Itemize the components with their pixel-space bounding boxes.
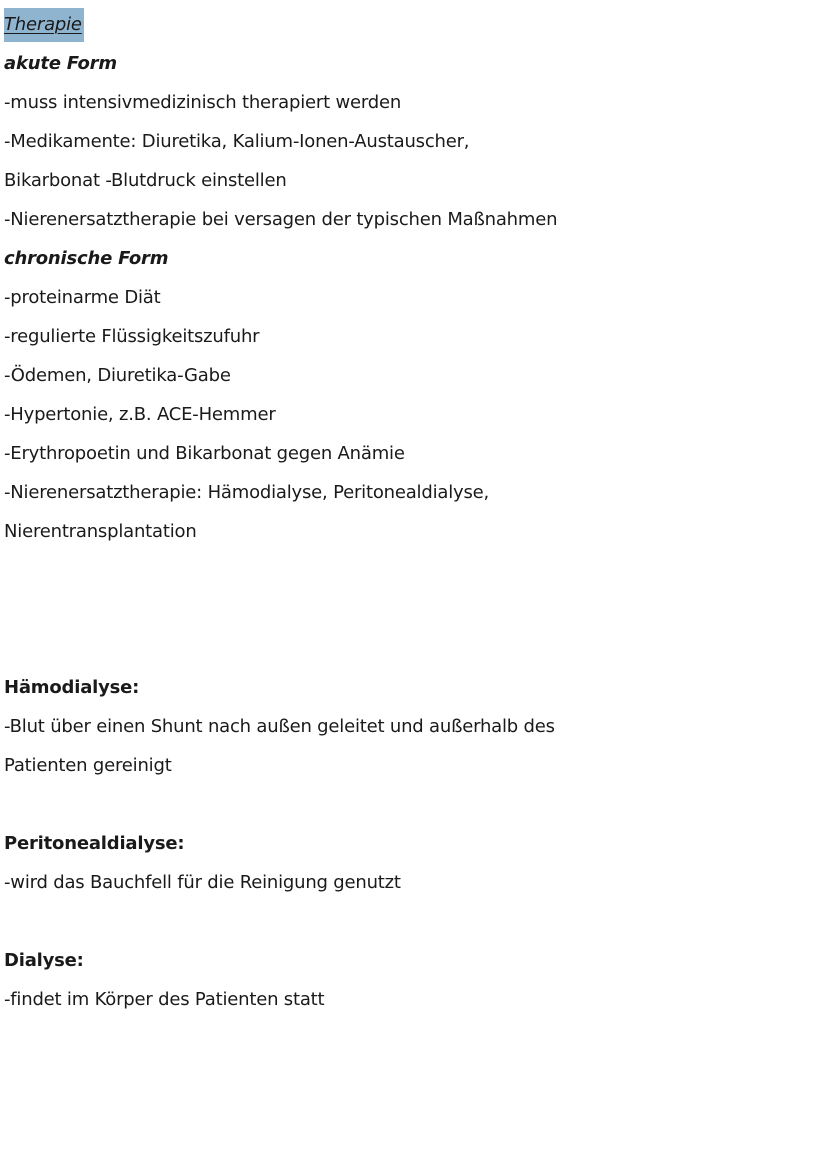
chronisch-line: -Erythropoetin und Bikarbonat gegen Anämie xyxy=(4,443,405,464)
heading-peritonealdialyse: Peritonealdialyse: xyxy=(4,833,185,854)
haemodialyse-line: -Blut über einen Shunt nach außen geleitet und außerhalb des xyxy=(4,716,555,737)
spacer xyxy=(4,551,826,668)
heading-dialyse: Dialyse: xyxy=(4,950,84,971)
haemodialyse-line: Patienten gereinigt xyxy=(4,755,172,776)
akut-line: -Medikamente: Diuretika, Kalium-Ionen-Austauscher, xyxy=(4,131,470,152)
page-title: Therapie xyxy=(4,8,84,42)
chronisch-line: -Ödemen, Diuretika-Gabe xyxy=(4,365,231,386)
chronisch-line: -Nierenersatztherapie: Hämodialyse, Peritonealdialyse, xyxy=(4,482,490,503)
chronisch-line: -proteinarme Diät xyxy=(4,287,161,308)
heading-akute-form: akute Form xyxy=(4,53,117,74)
heading-haemodialyse: Hämodialyse: xyxy=(4,677,140,698)
spacer xyxy=(4,902,826,941)
document-page xyxy=(4,5,826,1019)
chronisch-line: -regulierte Flüssigkeitszufuhr xyxy=(4,326,260,347)
chronisch-line: -Hypertonie, z.B. ACE-Hemmer xyxy=(4,404,276,425)
akut-line: -muss intensivmedizinisch therapiert werden xyxy=(4,92,402,113)
akut-line: Bikarbonat -Blutdruck einstellen xyxy=(4,170,287,191)
title-line xyxy=(4,5,826,44)
peritonealdialyse-line: -wird das Bauchfell für die Reinigung genutzt xyxy=(4,872,401,893)
chronisch-line: Nierentransplantation xyxy=(4,521,197,542)
dialyse-line: -findet im Körper des Patienten statt xyxy=(4,989,325,1010)
heading-chronische-form: chronische Form xyxy=(4,248,169,269)
spacer xyxy=(4,785,826,824)
akut-line: -Nierenersatztherapie bei versagen der typischen Maßnahmen xyxy=(4,209,558,230)
